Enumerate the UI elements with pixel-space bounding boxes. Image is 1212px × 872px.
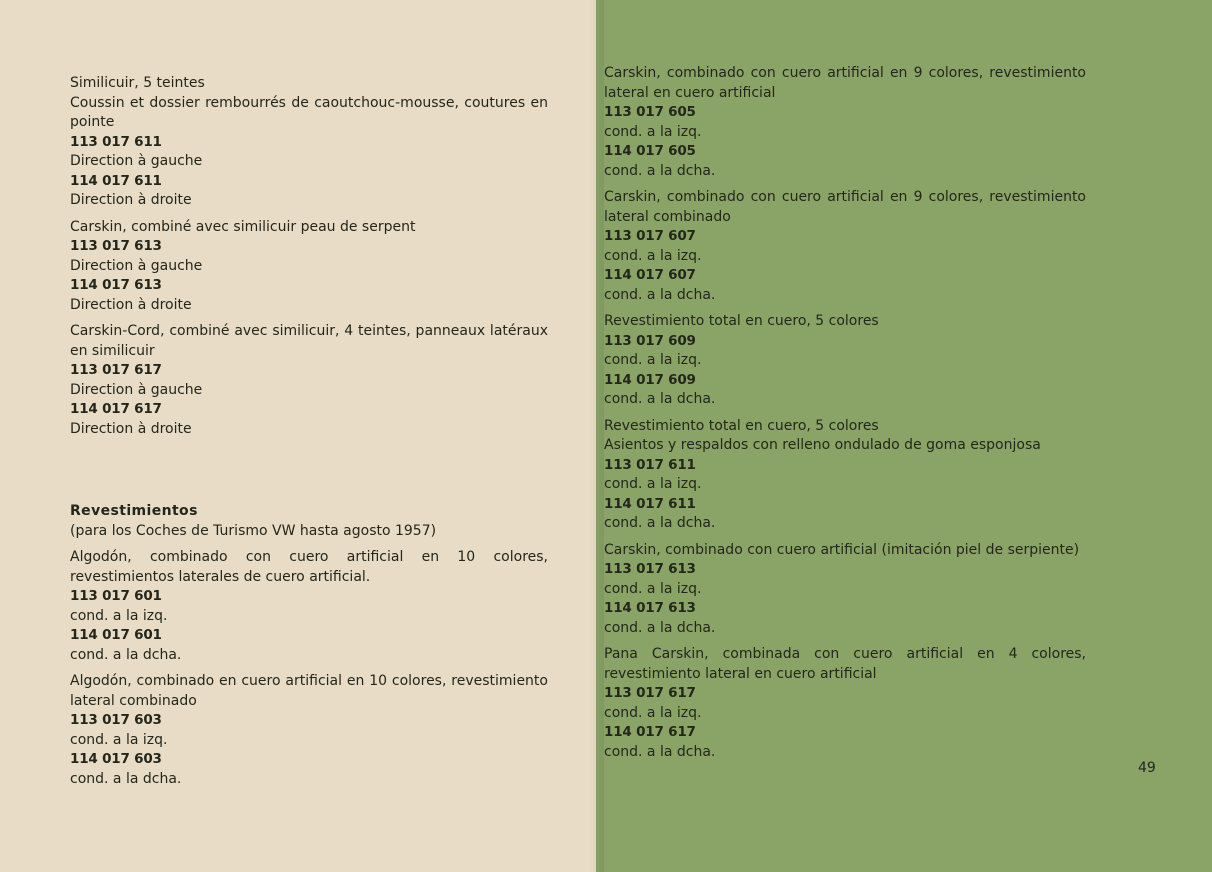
part-variant-label: cond. a la dcha. <box>604 162 716 179</box>
part-number: 113 017 617 <box>70 362 162 378</box>
french-entries <box>70 74 548 439</box>
entry-description: Pana Carskin, combinada con cuero artificial en 4 colores, revestimiento lateral en cuero artificial <box>604 646 1086 682</box>
part-number: 114 017 601 <box>70 627 162 643</box>
part-number: 114 017 607 <box>604 267 696 283</box>
part-variant-label: cond. a la izq. <box>604 247 702 264</box>
part-number: 114 017 611 <box>604 495 696 512</box>
part-variant-label: cond. a la izq. <box>604 352 702 368</box>
entry-description: Revestimiento total en cuero, 5 colores <box>604 417 879 434</box>
part-number: 114 017 603 <box>70 751 162 767</box>
catalog-entry <box>604 312 1086 410</box>
part-variant-label: cond. a la izq. <box>604 580 702 597</box>
catalog-entry <box>604 645 1086 762</box>
entry-description: Asientos y respaldos con relleno ondulado de goma esponjosa <box>604 437 1041 453</box>
part-variant-label: cond. a la izq. <box>70 607 168 624</box>
part-variant-label: Direction à gauche <box>70 153 203 169</box>
part-variant-label: cond. a la dcha. <box>604 619 716 636</box>
entry-description: Similicuir, 5 teintes <box>70 75 205 91</box>
catalog-entry <box>604 541 1086 639</box>
part-variant-label: cond. a la dcha. <box>70 646 182 663</box>
catalog-entry <box>70 322 548 439</box>
part-variant-label: cond. a la dcha. <box>604 743 716 760</box>
catalog-entry <box>70 74 548 211</box>
part-number: 113 017 611 <box>70 133 162 150</box>
part-number: 114 017 611 <box>70 172 162 189</box>
part-variant-label: cond. a la dcha. <box>604 391 716 407</box>
part-variant-label: Direction à droite <box>70 296 192 313</box>
catalog-entry <box>604 188 1086 305</box>
part-number: 114 017 617 <box>604 724 696 740</box>
part-number: 113 017 607 <box>604 228 696 244</box>
catalog-entry <box>604 417 1086 534</box>
part-number: 113 017 613 <box>70 238 162 254</box>
part-number: 114 017 613 <box>70 277 162 293</box>
part-number: 114 017 609 <box>604 371 696 388</box>
part-variant-label: Direction à gauche <box>70 257 203 274</box>
catalog-entry <box>70 218 548 316</box>
page-number: 49 <box>1138 760 1156 776</box>
catalog-entry <box>604 64 1086 181</box>
part-number: 113 017 613 <box>604 561 696 577</box>
part-number: 114 017 605 <box>604 143 696 159</box>
entry-description: Carskin, combinado con cuero artificial (imitación piel de serpiente) <box>604 541 1080 558</box>
part-number: 113 017 611 <box>604 456 696 473</box>
entry-description: Algodón, combinado en cuero artificial en 10 colores, revestimiento lateral combinado <box>70 673 548 709</box>
entry-description: Algodón, combinado con cuero artificial en 10 colores, revestimientos laterales de cuero artificial. <box>70 549 548 585</box>
part-variant-label: cond. a la izq. <box>604 123 702 140</box>
left-column <box>70 74 548 796</box>
section-title: Revestimientos <box>70 503 198 519</box>
entry-description: Carskin, combiné avec similicuir peau de serpent <box>70 218 416 235</box>
part-variant-label: Direction à gauche <box>70 381 203 398</box>
entry-description: Carskin, combinado con cuero artificial en 9 colores, revestimiento lateral en cuero artificial <box>604 65 1086 101</box>
part-variant-label: cond. a la izq. <box>70 731 168 748</box>
right-column <box>604 64 1086 769</box>
page-fold <box>588 0 604 872</box>
catalog-entry <box>70 672 548 789</box>
part-variant-label: cond. a la izq. <box>604 704 702 721</box>
part-number: 113 017 609 <box>604 332 696 349</box>
entry-description: Carskin, combinado con cuero artificial en 9 colores, revestimiento lateral combinado <box>604 189 1086 225</box>
entry-description: Coussin et dossier rembourrés de caoutchouc-mousse, coutures en pointe <box>70 94 548 130</box>
part-number: 114 017 617 <box>70 401 162 417</box>
part-number: 113 017 605 <box>604 104 696 120</box>
section-subtitle: (para los Coches de Turismo VW hasta agosto 1957) <box>70 522 437 539</box>
part-variant-label: cond. a la dcha. <box>604 515 716 531</box>
part-variant-label: cond. a la dcha. <box>70 770 182 787</box>
part-variant-label: cond. a la izq. <box>604 476 702 492</box>
entry-description: Revestimiento total en cuero, 5 colores <box>604 313 879 329</box>
catalog-entry <box>70 548 548 665</box>
spanish-entries <box>70 548 548 789</box>
part-number: 114 017 613 <box>604 600 696 616</box>
part-variant-label: cond. a la dcha. <box>604 286 716 303</box>
right-entries <box>604 64 1086 762</box>
part-number: 113 017 601 <box>70 588 162 604</box>
part-number: 113 017 603 <box>70 712 162 728</box>
part-variant-label: Direction à droite <box>70 420 192 437</box>
entry-description: Carskin-Cord, combiné avec similicuir, 4 teintes, panneaux latéraux en similicuir <box>70 323 548 359</box>
part-number: 113 017 617 <box>604 685 696 701</box>
part-variant-label: Direction à droite <box>70 192 192 208</box>
